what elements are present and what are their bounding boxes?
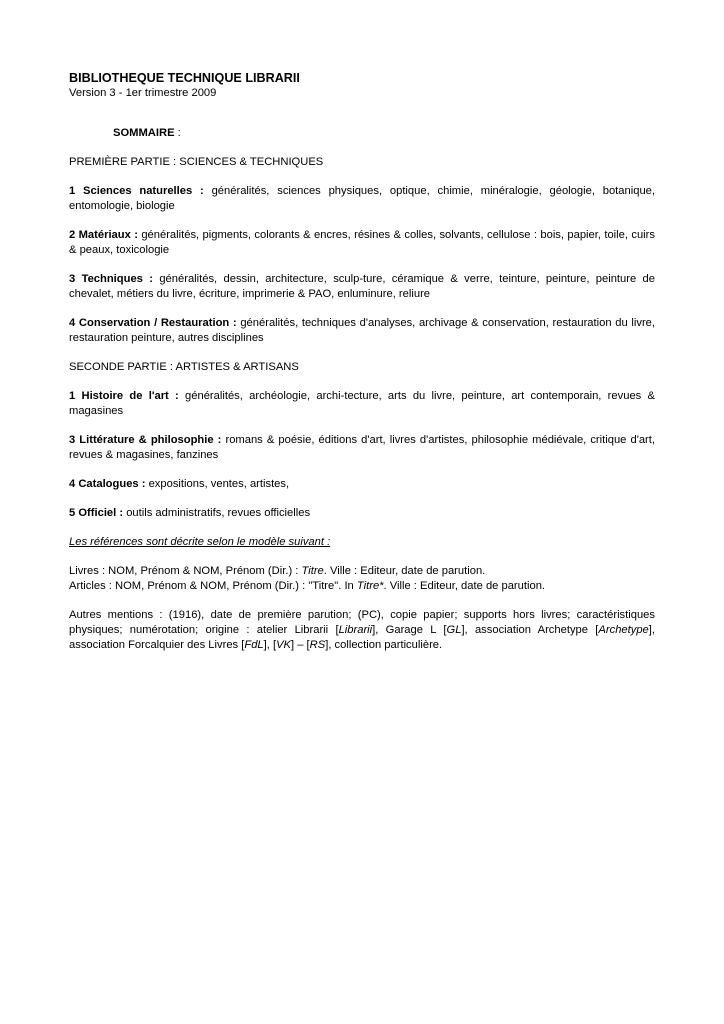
- part1-entry-techniques: [69, 272, 655, 302]
- entry-label: 3 Techniques :: [69, 273, 153, 285]
- part2-title: SECONDE PARTIE : ARTISTES & ARTISANS: [69, 361, 299, 373]
- autres-text: ], association Archetype [: [461, 624, 599, 636]
- part2-entry-catalogues: [69, 477, 655, 492]
- reference-livres: [69, 564, 655, 579]
- references-heading: Les références sont décrite selon le modèle suivant :: [69, 536, 331, 548]
- entry-label: 1 Histoire de l'art :: [69, 390, 179, 402]
- autres-code: VK: [276, 639, 292, 651]
- part1-title: PREMIÈRE PARTIE : SCIENCES & TECHNIQUES: [69, 156, 324, 168]
- entry-label: 1 Sciences naturelles :: [69, 185, 204, 197]
- autres-code: Librarii: [338, 624, 373, 636]
- entry-label: 4 Catalogues :: [69, 478, 146, 490]
- part1-entry-sciences: [69, 184, 655, 214]
- autres-text: ], collection particulière.: [325, 639, 443, 651]
- document-version: Version 3 - 1er trimestre 2009: [69, 87, 217, 99]
- entry-text: généralités, archéologie, archi-tecture, arts du livre, peinture, art contemporain, revues & magasines: [69, 390, 655, 417]
- part1-entry-materiaux: [69, 228, 655, 258]
- entry-text: généralités, pigments, colorants & encres, résines & colles, solvants, cellulose : bois, papier, toile, cuirs & peaux, toxicologie: [69, 229, 655, 256]
- autres-text: ], association Forcalquier des Livres [: [69, 624, 655, 651]
- part2-entry-litterature: [69, 433, 655, 463]
- sommaire-suffix: :: [174, 127, 181, 139]
- document-page: [69, 70, 655, 653]
- references-models: [69, 564, 655, 594]
- autres-code: GL: [446, 624, 462, 636]
- part2-entry-histoire: [69, 389, 655, 419]
- autres-code: FdL: [244, 639, 264, 651]
- ref-title: Titre: [301, 565, 324, 577]
- sommaire-label: SOMMAIRE: [113, 127, 175, 139]
- autres-code: Archetype: [598, 624, 649, 636]
- autres-mentions: [69, 608, 655, 653]
- entry-text: généralités, sciences physiques, optique, chimie, minéralogie, géologie, botanique, entomologie, biologie: [69, 185, 655, 212]
- entry-text: généralités, techniques d'analyses, archivage & conservation, restauration du livre, restauration peinture, autres disciplines: [69, 317, 655, 344]
- document-title: BIBLIOTHEQUE TECHNIQUE LIBRARII: [69, 71, 300, 85]
- reference-articles: [69, 579, 655, 594]
- ref-prefix: Articles : NOM, Prénom & NOM, Prénom (Dir.) : "Titre". In: [69, 580, 357, 592]
- ref-suffix: . Ville : Editeur, date de parution.: [323, 565, 486, 577]
- entry-label: 4 Conservation / Restauration :: [69, 317, 237, 329]
- ref-title: Titre*: [356, 580, 384, 592]
- entry-label: 3 Littérature & philosophie :: [69, 434, 222, 446]
- ref-prefix: Livres : NOM, Prénom & NOM, Prénom (Dir.) :: [69, 565, 302, 577]
- sommaire-heading: [69, 126, 655, 141]
- ref-suffix: . Ville : Editeur, date de parution.: [383, 580, 546, 592]
- autres-code: RS: [309, 639, 326, 651]
- entry-label: 2 Matériaux :: [69, 229, 138, 241]
- entry-text: romans & poésie, éditions d'art, livres d'artistes, philosophie médiévale, critique d'art, revues & magasines, fanzines: [69, 434, 655, 461]
- autres-text: ] – [: [291, 639, 310, 651]
- entry-text: généralités, dessin, architecture, sculp-ture, céramique & verre, teinture, peinture, peinture de chevalet, métiers du livre, écriture, imprimerie & PAO, enluminure, reliure: [69, 273, 656, 300]
- entry-text: outils administratifs, revues officielles: [123, 507, 311, 519]
- autres-text: ], [: [263, 639, 277, 651]
- part2-entry-officiel: [69, 506, 655, 521]
- entry-label: 5 Officiel :: [69, 507, 124, 519]
- part1-entry-conservation: [69, 316, 655, 346]
- entry-text: expositions, ventes, artistes,: [145, 478, 290, 490]
- autres-text: ], Garage L [: [372, 624, 447, 636]
- autres-text: Autres mentions : (1916), date de première parution; (PC), copie papier; supports hors livres; caractéristiques physiques; numérotation; origine : atelier Librarii [: [69, 609, 655, 636]
